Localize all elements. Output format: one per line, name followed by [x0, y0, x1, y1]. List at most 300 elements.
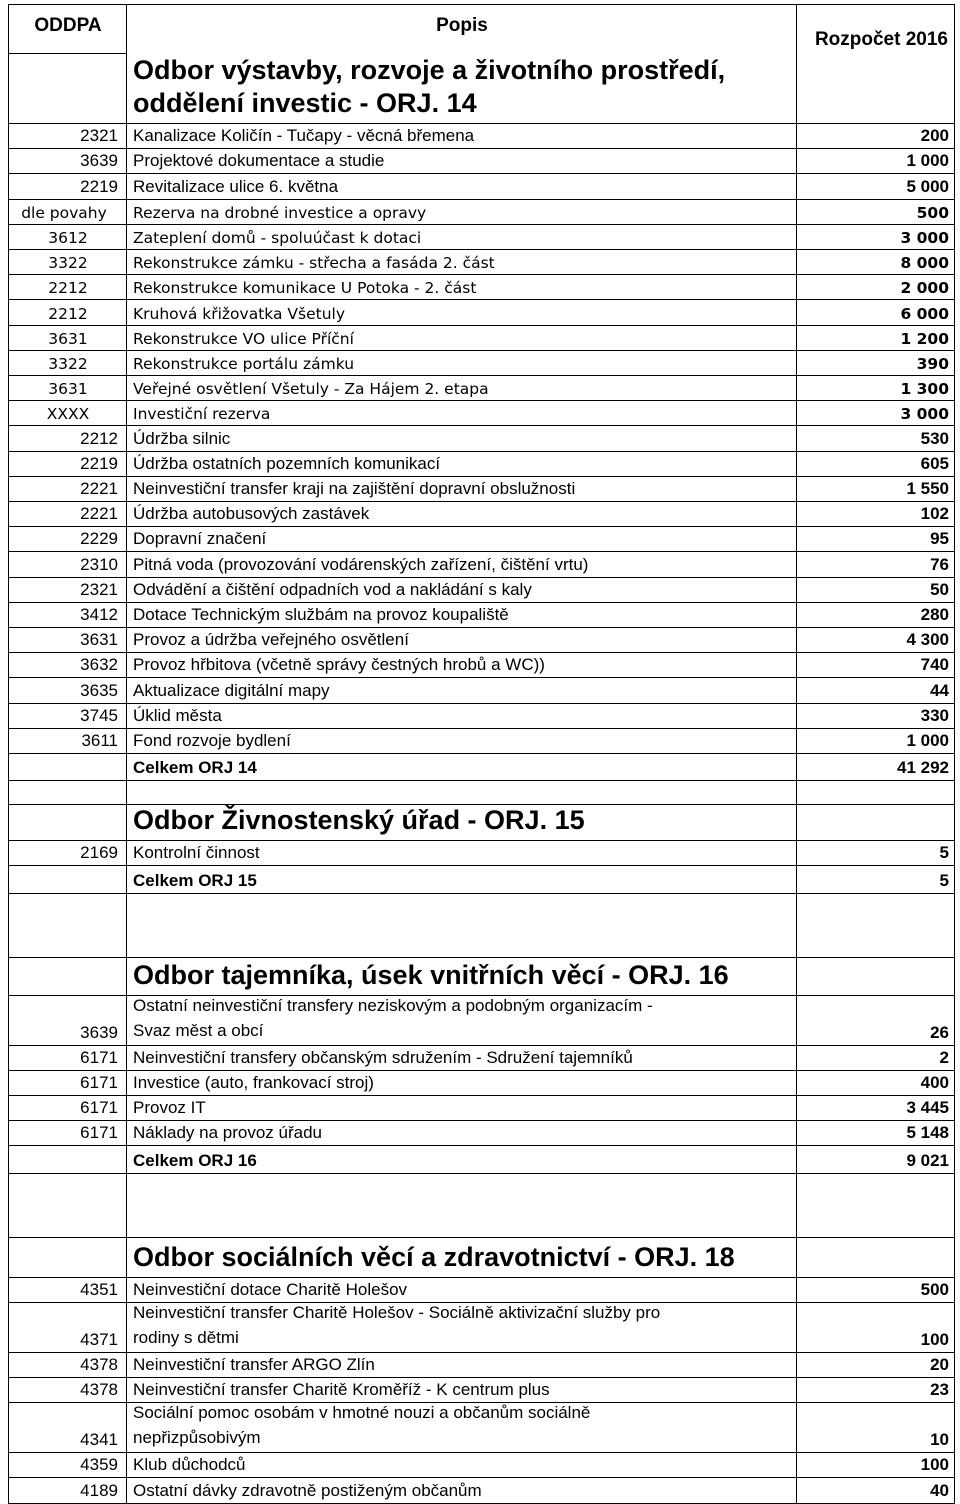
oddpa-code-cell	[8, 704, 126, 729]
oddpa-code: 2229	[80, 529, 118, 549]
description-cell	[126, 376, 796, 401]
oddpa-code-cell	[8, 1071, 126, 1096]
oddpa-code: 2169	[80, 843, 118, 863]
description-cell	[126, 1403, 796, 1453]
budget-amount-cell	[796, 275, 955, 300]
budget-amount-cell	[796, 552, 955, 577]
oddpa-code-cell	[8, 628, 126, 653]
col-desc-header-cell	[126, 4, 796, 54]
description-cell	[126, 1353, 796, 1378]
oddpa-code-cell	[8, 124, 126, 149]
section-title-line: Odbor sociálních věcí a zdravotnictví - ORJ. 18	[133, 1241, 735, 1272]
section-title-line: Odbor tajemníka, úsek vnitřních věcí - ORJ. 16	[133, 959, 729, 990]
oddpa-code: 3631	[48, 380, 88, 399]
table-row	[8, 1453, 955, 1478]
description: Dopravní značení	[133, 529, 267, 549]
description-line: rodiny s dětmi	[133, 1327, 239, 1347]
table-row	[8, 174, 955, 199]
budget-amount: 1 550	[906, 478, 949, 498]
table-row	[8, 300, 955, 325]
budget-amount-cell	[796, 200, 955, 225]
description: Kanalizace Količín - Tučapy - věcná břemena	[133, 126, 475, 146]
budget-amount-cell	[796, 502, 955, 527]
total-amount: 5	[939, 870, 949, 890]
oddpa-code: 2212	[48, 304, 88, 323]
total-label: Celkem ORJ 15	[133, 870, 257, 890]
oddpa-code: 3639	[80, 151, 118, 171]
budget-amount-cell	[796, 603, 955, 628]
total-label-cell	[126, 1146, 796, 1173]
budget-amount: 605	[920, 453, 949, 473]
col-budget-header: Rozpočet 2016	[814, 29, 948, 50]
description-cell	[126, 326, 796, 351]
budget-amount-cell	[796, 1046, 955, 1071]
oddpa-code-cell	[8, 275, 126, 300]
section-title-cell	[126, 958, 796, 996]
budget-amount: 10	[930, 1430, 949, 1450]
description-cell	[126, 149, 796, 174]
oddpa-code: 4341	[80, 1430, 118, 1450]
description: Provoz IT	[133, 1098, 206, 1118]
table-row	[8, 502, 955, 527]
table-row	[8, 678, 955, 703]
section-title-cell	[126, 1238, 796, 1278]
description-cell	[126, 1303, 796, 1353]
table-row	[8, 326, 955, 351]
oddpa-code: dle povahy	[21, 203, 107, 222]
description-cell	[126, 653, 796, 678]
oddpa-code: 3612	[48, 228, 88, 247]
description-line: Svaz měst a obcí	[133, 1020, 264, 1040]
table-row	[8, 1071, 955, 1096]
budget-amount: 26	[930, 1022, 949, 1042]
description: Neinvestiční transfer Charitě Kroměříž - K centrum plus	[133, 1380, 550, 1400]
total-amount-cell	[796, 866, 955, 893]
oddpa-code-cell	[8, 653, 126, 678]
budget-amount: 390	[916, 354, 949, 373]
budget-amount-cell	[796, 841, 955, 866]
description-line: Ostatní neinvestiční transfery neziskovým a podobným organizacím -	[133, 995, 653, 1015]
total-amount-cell	[796, 754, 955, 781]
description-cell	[126, 300, 796, 325]
section-code-cell	[8, 54, 126, 124]
total-row	[8, 754, 955, 781]
description: Údržba ostatních pozemních komunikací	[133, 453, 441, 473]
description-cell	[126, 1121, 796, 1146]
spacer-desc-cell	[126, 781, 796, 805]
oddpa-code: 3745	[80, 705, 118, 725]
budget-amount-cell	[796, 426, 955, 451]
table-row	[8, 1353, 955, 1378]
section-title-row	[8, 958, 955, 996]
section-title	[133, 804, 585, 837]
budget-amount-cell	[796, 326, 955, 351]
table-row	[8, 527, 955, 552]
description-cell	[126, 729, 796, 754]
budget-amount-cell	[796, 1453, 955, 1478]
oddpa-code: 3639	[80, 1022, 118, 1042]
description: Aktualizace digitální mapy	[133, 680, 330, 700]
budget-amount: 530	[920, 428, 949, 448]
description: Kruhová křižovatka Všetuly	[133, 304, 346, 323]
description-cell	[126, 502, 796, 527]
budget-amount: 76	[930, 554, 949, 574]
description: Rekonstrukce VO ulice Příční	[133, 329, 354, 348]
description: Ostatní dávky zdravotně postiženým občanům	[133, 1480, 482, 1500]
oddpa-code-cell	[8, 1278, 126, 1303]
oddpa-code: 6171	[80, 1047, 118, 1067]
budget-amount-cell	[796, 1353, 955, 1378]
description-cell	[126, 351, 796, 376]
budget-amount-cell	[796, 653, 955, 678]
section-code-cell	[8, 958, 126, 996]
budget-amount-cell	[796, 225, 955, 250]
oddpa-code: 4359	[80, 1455, 118, 1475]
table-row	[8, 628, 955, 653]
budget-amount-cell	[796, 1303, 955, 1353]
description-line: Neinvestiční transfer Charitě Holešov - Sociálně aktivizační služby pro	[133, 1302, 661, 1322]
table-row	[8, 225, 955, 250]
budget-amount-cell	[796, 477, 955, 502]
oddpa-code: 2212	[48, 279, 88, 298]
description	[133, 1400, 590, 1450]
table-row	[8, 200, 955, 225]
budget-amount: 5 148	[906, 1123, 949, 1143]
budget-amount: 740	[920, 655, 949, 675]
budget-amount: 3 000	[900, 405, 949, 424]
total-code-cell	[8, 1146, 126, 1173]
budget-amount-cell	[796, 1121, 955, 1146]
description-cell	[126, 275, 796, 300]
section-title-line: Odbor výstavby, rozvoje a životního prostředí,	[133, 55, 726, 85]
section-title	[133, 1241, 735, 1274]
table-row	[8, 1046, 955, 1071]
budget-amount-cell	[796, 124, 955, 149]
budget-amount: 1 200	[900, 329, 949, 348]
budget-amount: 330	[920, 705, 949, 725]
total-label: Celkem ORJ 14	[133, 758, 257, 778]
section-title-line: oddělení investic - ORJ. 14	[133, 88, 477, 118]
oddpa-code: 2321	[80, 579, 118, 599]
oddpa-code: 6171	[80, 1123, 118, 1143]
oddpa-code: 4371	[80, 1329, 118, 1349]
spacer-code-cell	[8, 1174, 126, 1238]
oddpa-code-cell	[8, 351, 126, 376]
total-row	[8, 1146, 955, 1173]
oddpa-code-cell	[8, 376, 126, 401]
section-amount-cell	[796, 54, 955, 124]
oddpa-code: 6171	[80, 1072, 118, 1092]
description-cell	[126, 628, 796, 653]
budget-amount: 50	[930, 579, 949, 599]
table-row	[8, 552, 955, 577]
budget-amount: 4 300	[906, 630, 949, 650]
oddpa-code-cell	[8, 174, 126, 199]
section-title-row	[8, 54, 955, 124]
budget-amount: 1 000	[906, 151, 949, 171]
description-cell	[126, 1478, 796, 1503]
budget-amount: 23	[930, 1380, 949, 1400]
spacer-row	[8, 781, 955, 805]
oddpa-code: 2221	[80, 504, 118, 524]
description-cell	[126, 1071, 796, 1096]
oddpa-code: 4378	[80, 1380, 118, 1400]
budget-amount: 2 000	[900, 279, 949, 298]
budget-amount-cell	[796, 678, 955, 703]
budget-amount: 102	[920, 504, 949, 524]
description: Provoz hřbitova (včetně správy čestných hrobů a WC))	[133, 655, 545, 675]
oddpa-code: 3632	[80, 655, 118, 675]
description-cell	[126, 841, 796, 866]
budget-amount-cell	[796, 1378, 955, 1403]
description: Provoz a údržba veřejného osvětlení	[133, 630, 409, 650]
oddpa-code: 2310	[80, 554, 118, 574]
description: Dotace Technickým službám na provoz koupaliště	[133, 604, 509, 624]
oddpa-code: 6171	[80, 1098, 118, 1118]
oddpa-code-cell	[8, 552, 126, 577]
oddpa-code-cell	[8, 1478, 126, 1503]
spacer-amount-cell	[796, 894, 955, 958]
budget-amount: 500	[920, 1279, 949, 1299]
description-cell	[126, 225, 796, 250]
description: Projektové dokumentace a studie	[133, 151, 385, 171]
section-title	[133, 54, 725, 120]
oddpa-code: 2219	[80, 176, 118, 196]
budget-amount-cell	[796, 401, 955, 426]
oddpa-code: 3631	[80, 630, 118, 650]
section-title-row	[8, 805, 955, 841]
description: Klub důchodců	[133, 1455, 246, 1475]
description: Údržba autobusových zastávek	[133, 504, 370, 524]
description-cell	[126, 704, 796, 729]
table-row	[8, 603, 955, 628]
col-code-header-cell	[8, 4, 126, 54]
total-code-cell	[8, 754, 126, 781]
budget-amount-cell	[796, 149, 955, 174]
description: Kontrolní činnost	[133, 843, 260, 863]
oddpa-code-cell	[8, 678, 126, 703]
budget-amount-cell	[796, 351, 955, 376]
description: Rekonstrukce komunikace U Potoka - 2. část	[133, 279, 477, 298]
oddpa-code: 4351	[80, 1279, 118, 1299]
description-cell	[126, 552, 796, 577]
description-cell	[126, 1453, 796, 1478]
oddpa-code: 2212	[80, 428, 118, 448]
section-title-cell	[126, 805, 796, 841]
oddpa-code-cell	[8, 452, 126, 477]
oddpa-code-cell	[8, 477, 126, 502]
table-row	[8, 149, 955, 174]
table-row	[8, 996, 955, 1046]
table-row	[8, 250, 955, 275]
budget-amount-cell	[796, 628, 955, 653]
oddpa-code-cell	[8, 1403, 126, 1453]
budget-amount: 3 445	[906, 1098, 949, 1118]
oddpa-code-cell	[8, 326, 126, 351]
budget-amount: 100	[920, 1329, 949, 1349]
description: Investiční rezerva	[133, 405, 271, 424]
description: Revitalizace ulice 6. května	[133, 176, 339, 196]
section-amount-cell	[796, 1238, 955, 1278]
oddpa-code: 3322	[48, 254, 88, 273]
oddpa-code: 4189	[80, 1480, 118, 1500]
description: Neinvestiční transfer kraji na zajištění dopravní obslužnosti	[133, 478, 576, 498]
budget-amount-cell	[796, 174, 955, 199]
budget-amount-cell	[796, 1071, 955, 1096]
table-row	[8, 1096, 955, 1121]
oddpa-code: 3412	[80, 604, 118, 624]
oddpa-code-cell	[8, 426, 126, 451]
total-code-cell	[8, 866, 126, 893]
header-row	[8, 4, 955, 54]
table-row	[8, 1478, 955, 1503]
oddpa-code-cell	[8, 250, 126, 275]
description: Zateplení domů - spoluúčast k dotaci	[133, 228, 422, 247]
budget-amount-cell	[796, 578, 955, 603]
budget-amount: 500	[916, 203, 949, 222]
budget-amount-cell	[796, 1403, 955, 1453]
description: Údržba silnic	[133, 428, 231, 448]
table-row	[8, 578, 955, 603]
budget-amount: 6 000	[900, 304, 949, 323]
budget-amount: 200	[920, 126, 949, 146]
budget-amount-cell	[796, 376, 955, 401]
description-cell	[126, 996, 796, 1046]
table-row	[8, 376, 955, 401]
description: Neinvestiční dotace Charitě Holešov	[133, 1279, 408, 1299]
budget-amount-cell	[796, 1278, 955, 1303]
table-row	[8, 841, 955, 866]
description-cell	[126, 250, 796, 275]
description-line: Sociální pomoc osobám v hmotné nouzi a občanům sociálně	[133, 1403, 591, 1423]
oddpa-code-cell	[8, 300, 126, 325]
oddpa-code-cell	[8, 225, 126, 250]
table-row	[8, 1303, 955, 1353]
budget-amount: 8 000	[900, 254, 949, 273]
oddpa-code: 3631	[48, 329, 88, 348]
description-cell	[126, 200, 796, 225]
description: Náklady na provoz úřadu	[133, 1123, 323, 1143]
table-row	[8, 452, 955, 477]
spacer-code-cell	[8, 781, 126, 805]
budget-amount-cell	[796, 250, 955, 275]
oddpa-code: XXXX	[46, 405, 90, 424]
table-row	[8, 124, 955, 149]
oddpa-code-cell	[8, 841, 126, 866]
description-cell	[126, 678, 796, 703]
oddpa-code-cell	[8, 149, 126, 174]
budget-amount: 20	[930, 1354, 949, 1374]
description-cell	[126, 174, 796, 199]
oddpa-code-cell	[8, 401, 126, 426]
oddpa-code-cell	[8, 996, 126, 1046]
total-label-cell	[126, 866, 796, 893]
oddpa-code: 2321	[80, 126, 118, 146]
section-title-line: Odbor Živnostenský úřad - ORJ. 15	[133, 805, 585, 836]
budget-amount-cell	[796, 527, 955, 552]
description-cell	[126, 426, 796, 451]
description-cell	[126, 603, 796, 628]
oddpa-code-cell	[8, 1353, 126, 1378]
table-row	[8, 426, 955, 451]
budget-amount: 5 000	[906, 176, 949, 196]
oddpa-code-cell	[8, 1096, 126, 1121]
description: Veřejné osvětlení Všetuly - Za Hájem 2. etapa	[133, 380, 489, 399]
table-row	[8, 653, 955, 678]
budget-amount-cell	[796, 1096, 955, 1121]
spacer-row	[8, 894, 955, 958]
spacer-row	[8, 1174, 955, 1238]
description-cell	[126, 1046, 796, 1071]
oddpa-code-cell	[8, 1303, 126, 1353]
description: Odvádění a čištění odpadních vod a nakládání s kaly	[133, 579, 532, 599]
spacer-code-cell	[8, 894, 126, 958]
oddpa-code-cell	[8, 502, 126, 527]
budget-amount: 3 000	[900, 228, 949, 247]
description-cell	[126, 124, 796, 149]
description-cell	[126, 578, 796, 603]
table-row	[8, 1121, 955, 1146]
description-cell	[126, 1096, 796, 1121]
oddpa-code: 4378	[80, 1354, 118, 1374]
oddpa-code-cell	[8, 1121, 126, 1146]
oddpa-code-cell	[8, 1453, 126, 1478]
description-cell	[126, 401, 796, 426]
description: Investice (auto, frankovací stroj)	[133, 1072, 374, 1092]
oddpa-code-cell	[8, 578, 126, 603]
budget-amount: 1 000	[906, 730, 949, 750]
table-row	[8, 704, 955, 729]
oddpa-code-cell	[8, 527, 126, 552]
oddpa-code-cell	[8, 729, 126, 754]
description: Rekonstrukce zámku - střecha a fasáda 2. část	[133, 254, 495, 273]
col-budget-header-cell	[796, 4, 955, 54]
description: Rekonstrukce portálu zámku	[133, 354, 355, 373]
oddpa-code: 3635	[80, 680, 118, 700]
description-cell	[126, 527, 796, 552]
section-code-cell	[8, 1238, 126, 1278]
total-amount: 9 021	[906, 1150, 949, 1170]
budget-amount: 400	[920, 1072, 949, 1092]
budget-amount-cell	[796, 452, 955, 477]
description: Neinvestiční transfery občanským sdružením - Sdružení tajemníků	[133, 1047, 633, 1067]
description: Pitná voda (provozování vodárenských zařízení, čištění vrtu)	[133, 554, 589, 574]
oddpa-code: 2219	[80, 453, 118, 473]
total-amount: 41 292	[897, 758, 949, 778]
section-amount-cell	[796, 805, 955, 841]
oddpa-code: 3322	[48, 354, 88, 373]
col-code-header: ODDPA	[34, 15, 102, 36]
spacer-amount-cell	[796, 781, 955, 805]
table-row	[8, 477, 955, 502]
oddpa-code: 2221	[80, 478, 118, 498]
budget-amount-cell	[796, 704, 955, 729]
spacer-desc-cell	[126, 894, 796, 958]
budget-amount: 280	[920, 604, 949, 624]
table-row	[8, 275, 955, 300]
oddpa-code-cell	[8, 1378, 126, 1403]
description: Úklid města	[133, 705, 222, 725]
section-title	[133, 959, 729, 992]
budget-amount-cell	[796, 300, 955, 325]
budget-amount: 100	[920, 1455, 949, 1475]
description	[133, 1300, 660, 1350]
table-row	[8, 351, 955, 376]
section-amount-cell	[796, 958, 955, 996]
description: Fond rozvoje bydlení	[133, 730, 291, 750]
section-title-row	[8, 1238, 955, 1278]
oddpa-code-cell	[8, 603, 126, 628]
